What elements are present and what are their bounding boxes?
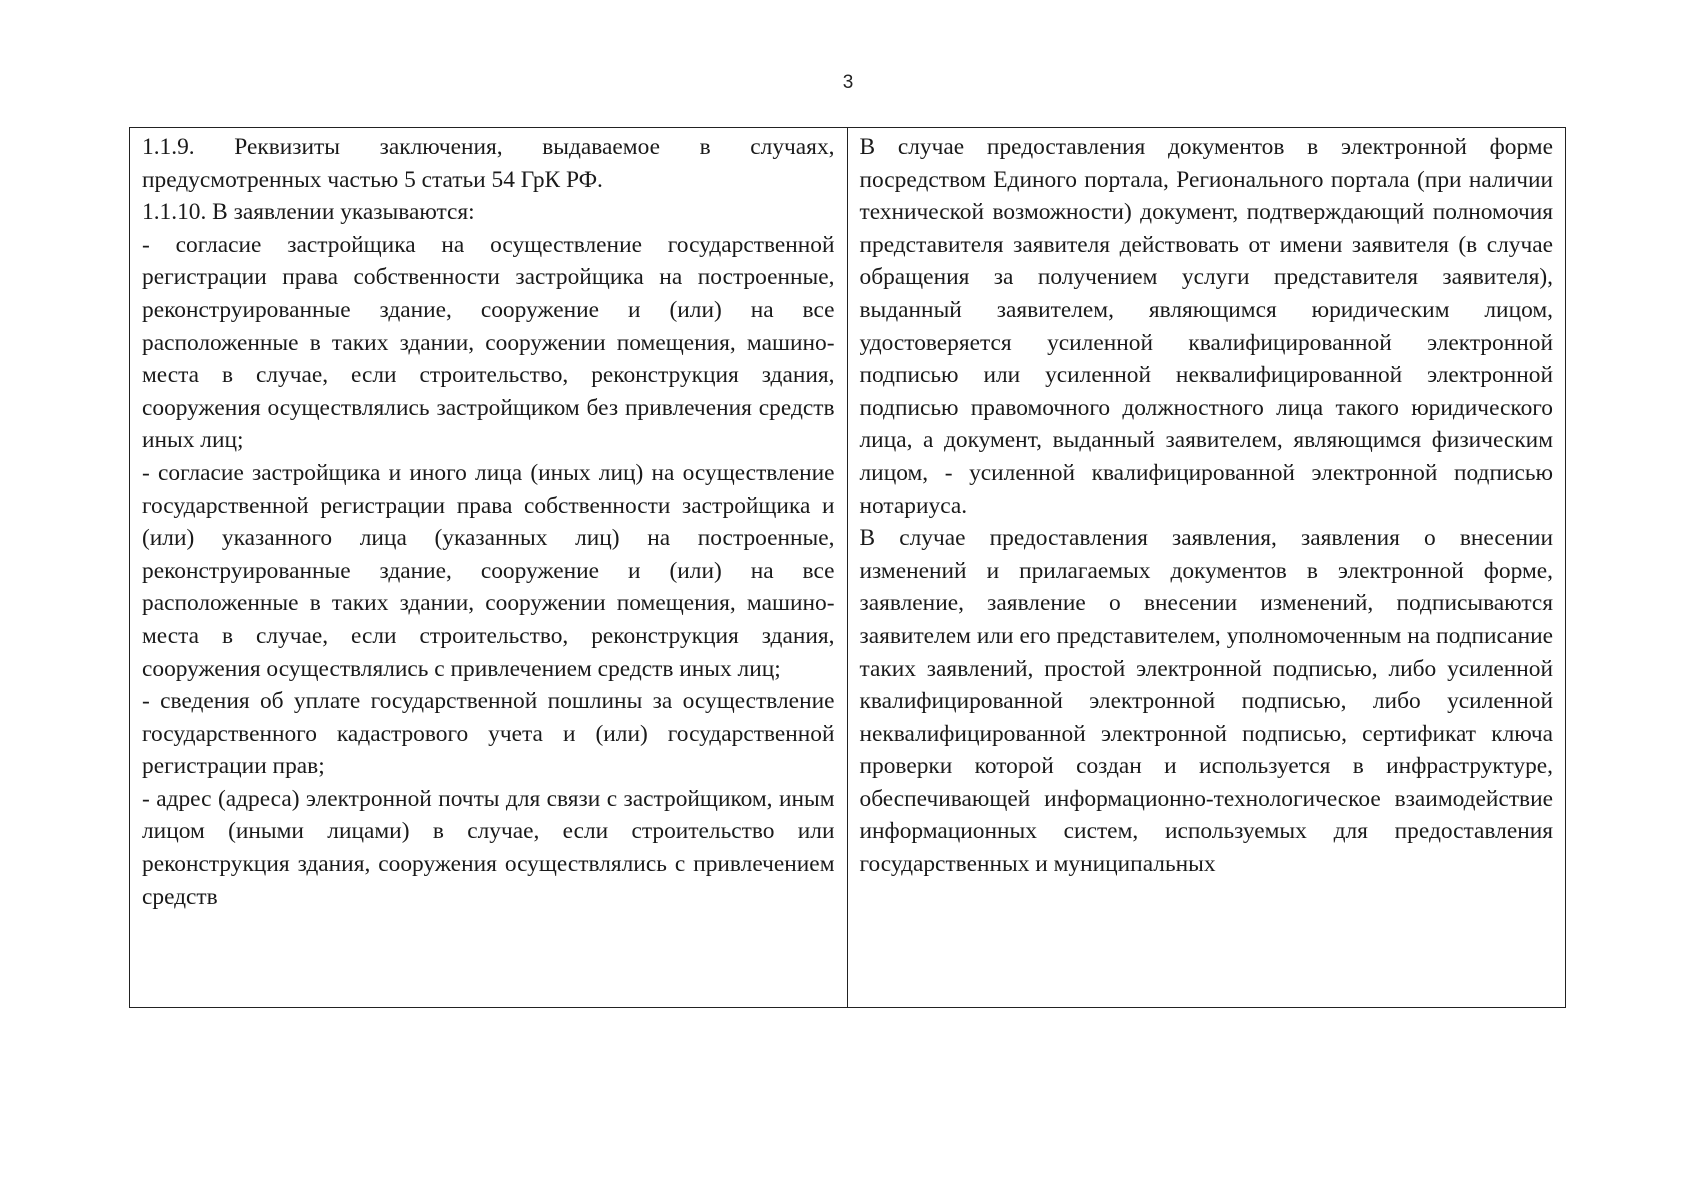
table-cell-left bbox=[130, 128, 848, 1007]
table-cell-right bbox=[848, 128, 1567, 1007]
paragraph: - согласие застройщика на осуществление государственной регистрации права собственности застройщика на построенные, реконструированные здание, сооружение и (или) на все расположенные в таких здании, сооружении помещения, машино-места в случае, если строительство, реконструкция здания, сооружения осуществлялись застройщиком без привлечения средств иных лиц; bbox=[142, 231, 835, 454]
document-table bbox=[129, 127, 1566, 1008]
paragraph: - адрес (адреса) электронной почты для связи с застройщиком, иным лицом (иными лицами) в случае, если строительство или реконструкция здания, сооружения осуществлялись с привлечением средств bbox=[142, 785, 835, 910]
paragraph: 1.1.10. В заявлении указываются: bbox=[142, 199, 475, 226]
paragraph: В случае предоставления документов в электронной форме посредством Единого портала, Регионального портала (при наличии технической возможности) документ, подтверждающий полномочия представителя заявителя действовать от имени заявителя (в случае обращения за получением услуги представителя заявителя), выданный заявителем, являющимся юридическим лицом, удостоверяется усиленной квалифицированной электронной подписью или усиленной неквалифицированной электронной подписью правомочного должностного лица такого юридического лица, а документ, выданный заявителем, являющимся физическим лицом, - усиленной квалифицированной электронной подписью нотариуса. bbox=[859, 134, 1553, 519]
paragraph: - согласие застройщика и иного лица (иных лиц) на осуществление государственной регистрации права собственности застройщика и (или) указанного лица (указанных лиц) на построенные, реконструированные здание, сооружение и (или) на все расположенные в таких здании, сооружении помещения, машино-места в случае, если строительство, реконструкция здания, сооружения осуществлялись с привлечением средств иных лиц; bbox=[142, 459, 835, 682]
page-number: 3 bbox=[842, 72, 854, 93]
paragraph: - сведения об уплате государственной пошлины за осуществление государственного кадастрового учета и (или) государственной регистрации прав; bbox=[142, 688, 835, 780]
paragraph: 1.1.9. Реквизиты заключения, выдаваемое в случаях, предусмотренных частью 5 статьи 54 ГрК РФ. bbox=[142, 134, 835, 193]
paragraph: В случае предоставления заявления, заявления о внесении изменений и прилагаемых документов в электронной форме, заявление, заявление о внесении изменений, подписываются заявителем или его представителем, уполномоченным на подписание таких заявлений, простой электронной подписью, либо усиленной квалифицированной электронной подписью, либо усиленной неквалифицированной электронной подписью, сертификат ключа проверки которой создан и используется в инфраструктуре, обеспечивающей информационно-технологическое взаимодействие информационных систем, используемых для предоставления государственных и муниципальных bbox=[859, 525, 1553, 878]
